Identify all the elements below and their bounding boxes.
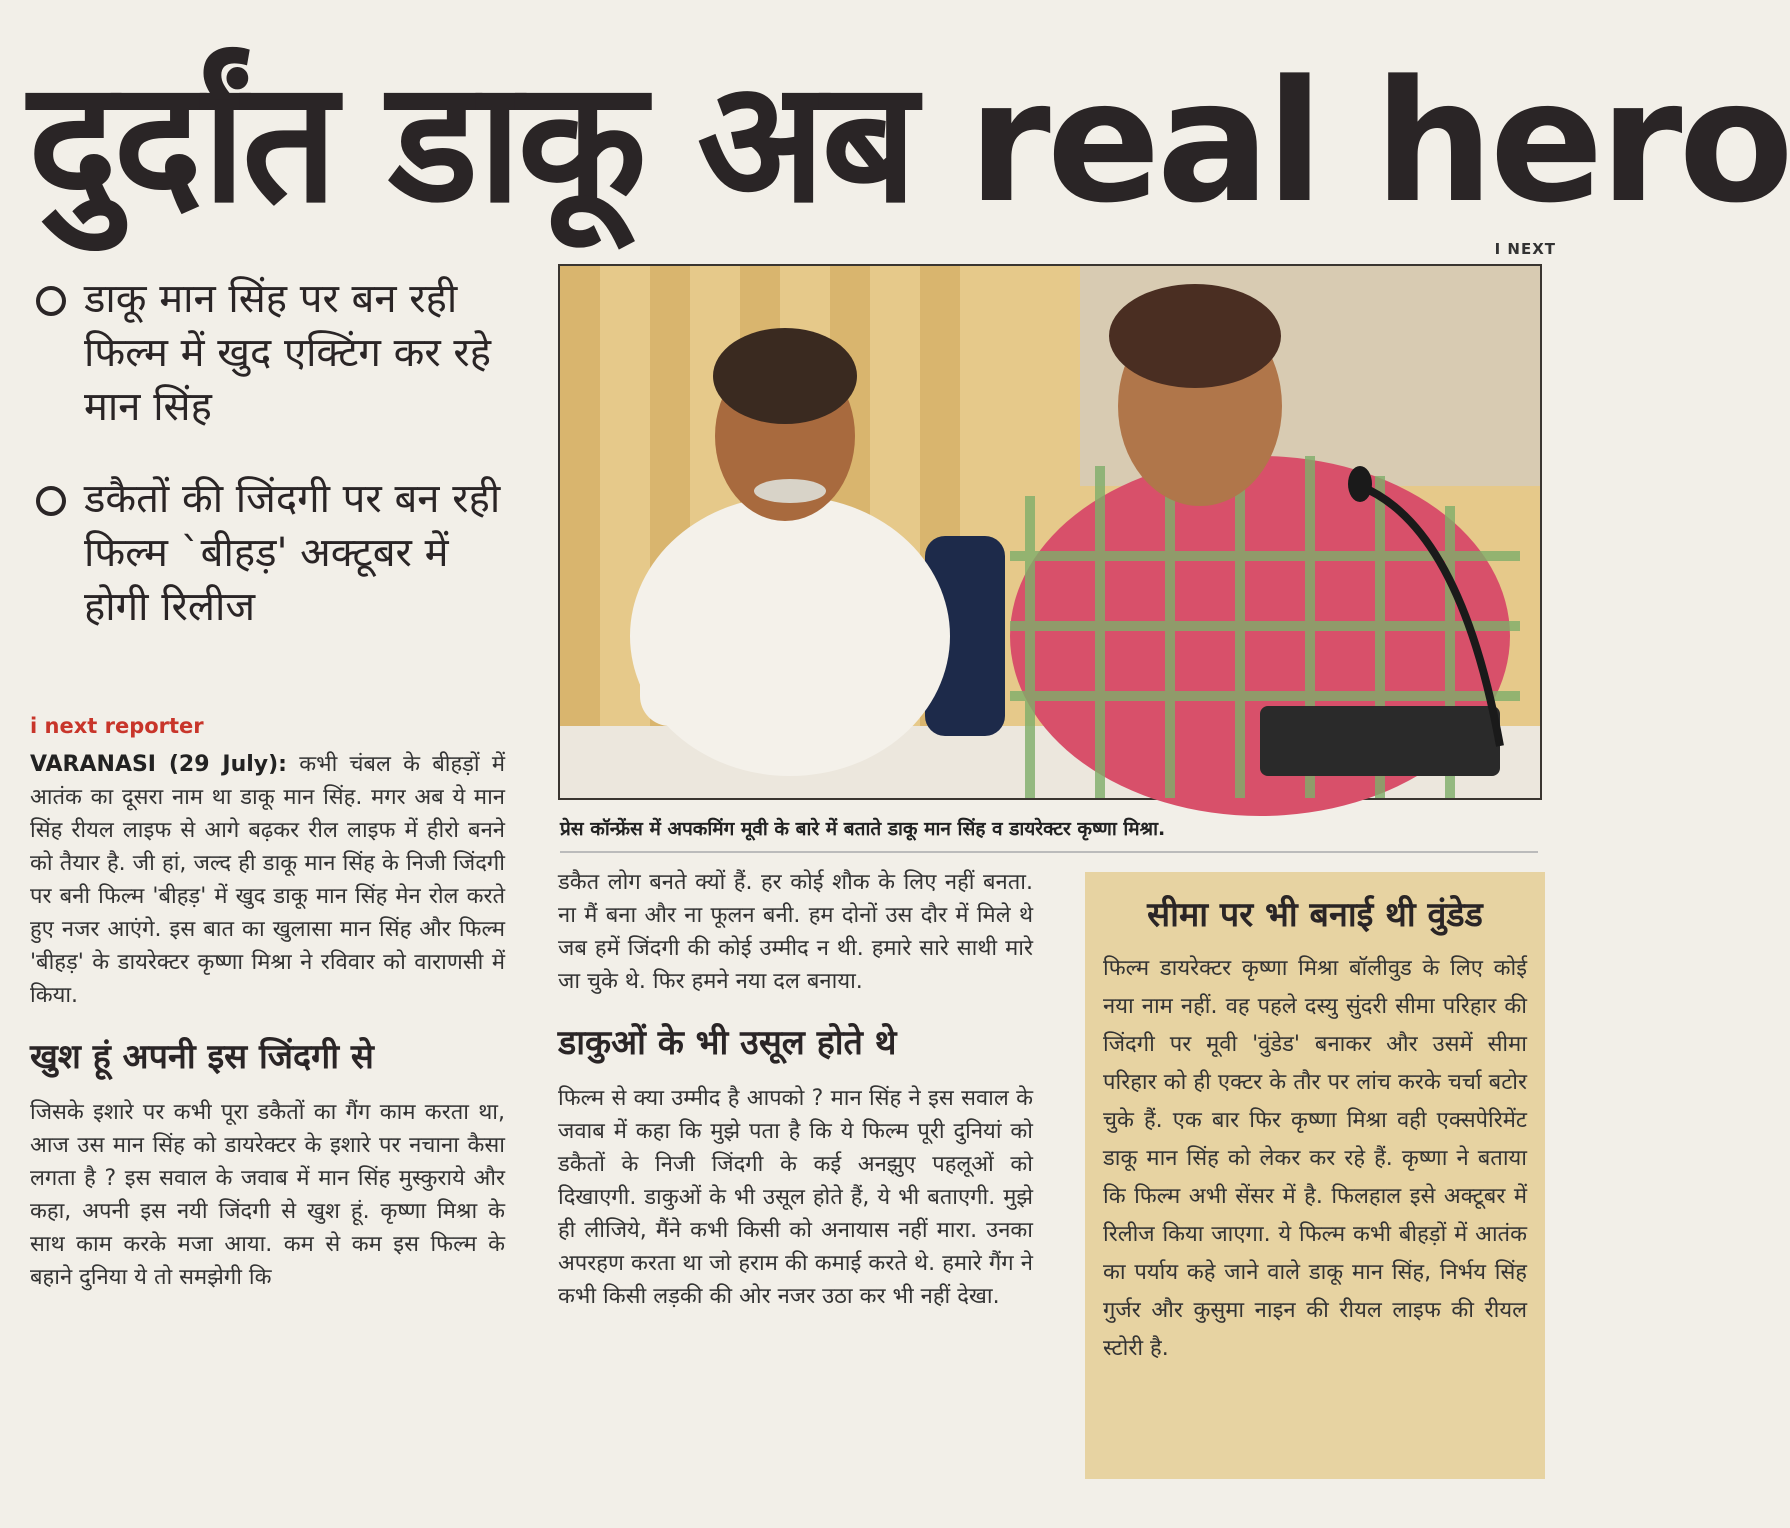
section-text: फिल्म से क्या उम्मीद है आपको ? मान सिंह ने इस सवाल के जवाब में कहा कि मुझे पता है कि ये फिल्म पूरी दुनियां को डकैतों के निजी जिंदगी के कई अनझुए पहलूओं को दिखाएगी. डाकुओं के भी उसूल होते हैं, ये भी बताएगी. मुझे ही लीजिये, मैंने कभी किसी को अनायास नहीं मारा. उनका अपरहण करता था जो हराम की कमाई करते थे. हमारे गैंग ने कभी किसी लड़की की ओर नजर उठा कर भी नहीं देखा.: [558, 1086, 1033, 1309]
column-1: [30, 748, 505, 1294]
photo-caption: प्रेस कॉन्फ्रेंस में अपकमिंग मूवी के बारे में बताते डाकू मान सिंह व डायरेक्टर कृष्णा मिश्रा.: [560, 815, 1538, 853]
column-2: [558, 866, 1033, 1313]
bullet-circle-icon: [36, 486, 66, 516]
bullet-circle-icon: [36, 286, 66, 316]
intro-text: कभी चंबल के बीहड़ों में आतंक का दूसरा नाम था डाकू मान सिंह. मगर अब ये मान सिंह रीयल लाइफ से आगे बढ़कर रील लाइफ में हीरो बनने को तैयार है. जी हां, जल्द ही डाकू मान सिंह के निजी जिंदगी पर बनी फिल्म 'बीहड़' में खुद डाकू मान सिंह मेन रोल करते हुए नजर आएंगे. इस बात का खुलासा मान सिंह और फिल्म 'बीहड़' के डायरेक्टर कृष्णा मिश्रा ने रविवार को वाराणसी में किया.: [30, 752, 505, 1008]
highlight-text: डकैतों की जिंदगी पर बन रही फिल्म `बीहड़' अक्टूबर में होगी रिलीज: [84, 476, 501, 630]
headline: दुर्दांत डाकू अब real hero: [28, 44, 1790, 240]
section-text: जिसके इशारे पर कभी पूरा डकैतों का गैंग काम करता था, आज उस मान सिंह को डायरेक्टर के इशारे पर नचाना कैसा लगता है ? इस सवाल के जवाब में मान सिंह मुस्कुराये और कहा, अपनी इस नयी जिंदगी से खुश हूं. कृष्णा मिश्रा के साथ काम करके मजा आया. कम से कम इस फिल्म के बहाने दुनिया ये तो समझेगी कि: [30, 1100, 505, 1290]
highlights-list: [36, 272, 536, 672]
photo-illustration: [560, 266, 1540, 798]
sidebar-box: [1085, 872, 1545, 1479]
sidebar-text: फिल्म डायरेक्टर कृष्णा मिश्रा बॉलीवुड के लिए कोई नया नाम नहीं. वह पहले दस्यु सुंदरी सीमा परिहार की जिंदगी पर मूवी 'वुंडेड' बनाकर और उसमें सीमा परिहार को ही एक्टर के तौर पर लांच करके चर्चा बटोर चुके हैं. एक बार फिर कृष्णा मिश्रा वही एक्सपेरिमेंट डाकू मान सिंह को लेकर कर रहे हैं. कृष्णा ने बताया कि फिल्म अभी सेंसर में है. फिलहाल इसे अक्टूबर में रिलीज किया जाएगा. ये फिल्म कभी बीहड़ों में आतंक का पर्याय कहे जाने वाले डाकू मान सिंह, निर्भय सिंह गुर्जर और कुसुमा नाइन की रीयल लाइफ की रीयल स्टोरी है.: [1103, 956, 1527, 1361]
section-heading: खुश हूं अपनी इस जिंदगी से: [30, 1037, 374, 1077]
press-conference-photo: [558, 264, 1542, 800]
highlight-item: [36, 272, 536, 434]
byline: i next reporter: [30, 714, 204, 738]
continued-text: डकैत लोग बनते क्यों हैं. हर कोई शौक के लिए नहीं बनता. ना मैं बना और ना फूलन बनी. हम दोनों उस दौर में मिले थे जब हमें जिंदगी की कोई उम्मीद न थी. हमारे सारे साथी मारे जा चुके थे. फिर हमने नया दल बनाया.: [558, 870, 1033, 994]
intro-paragraph: [30, 748, 505, 1012]
highlight-text: डाकू मान सिंह पर बन रही फिल्म में खुद एक्टिंग कर रहे मान सिंह: [84, 276, 492, 430]
section-heading: डाकुओं के भी उसूल होते थे: [558, 1023, 897, 1063]
dateline: VARANASI (29 July):: [30, 752, 287, 777]
sidebar-heading: सीमा पर भी बनाई थी वुंडेड: [1147, 895, 1483, 935]
photo-credit: I NEXT: [1494, 240, 1556, 258]
highlight-item: [36, 472, 536, 634]
